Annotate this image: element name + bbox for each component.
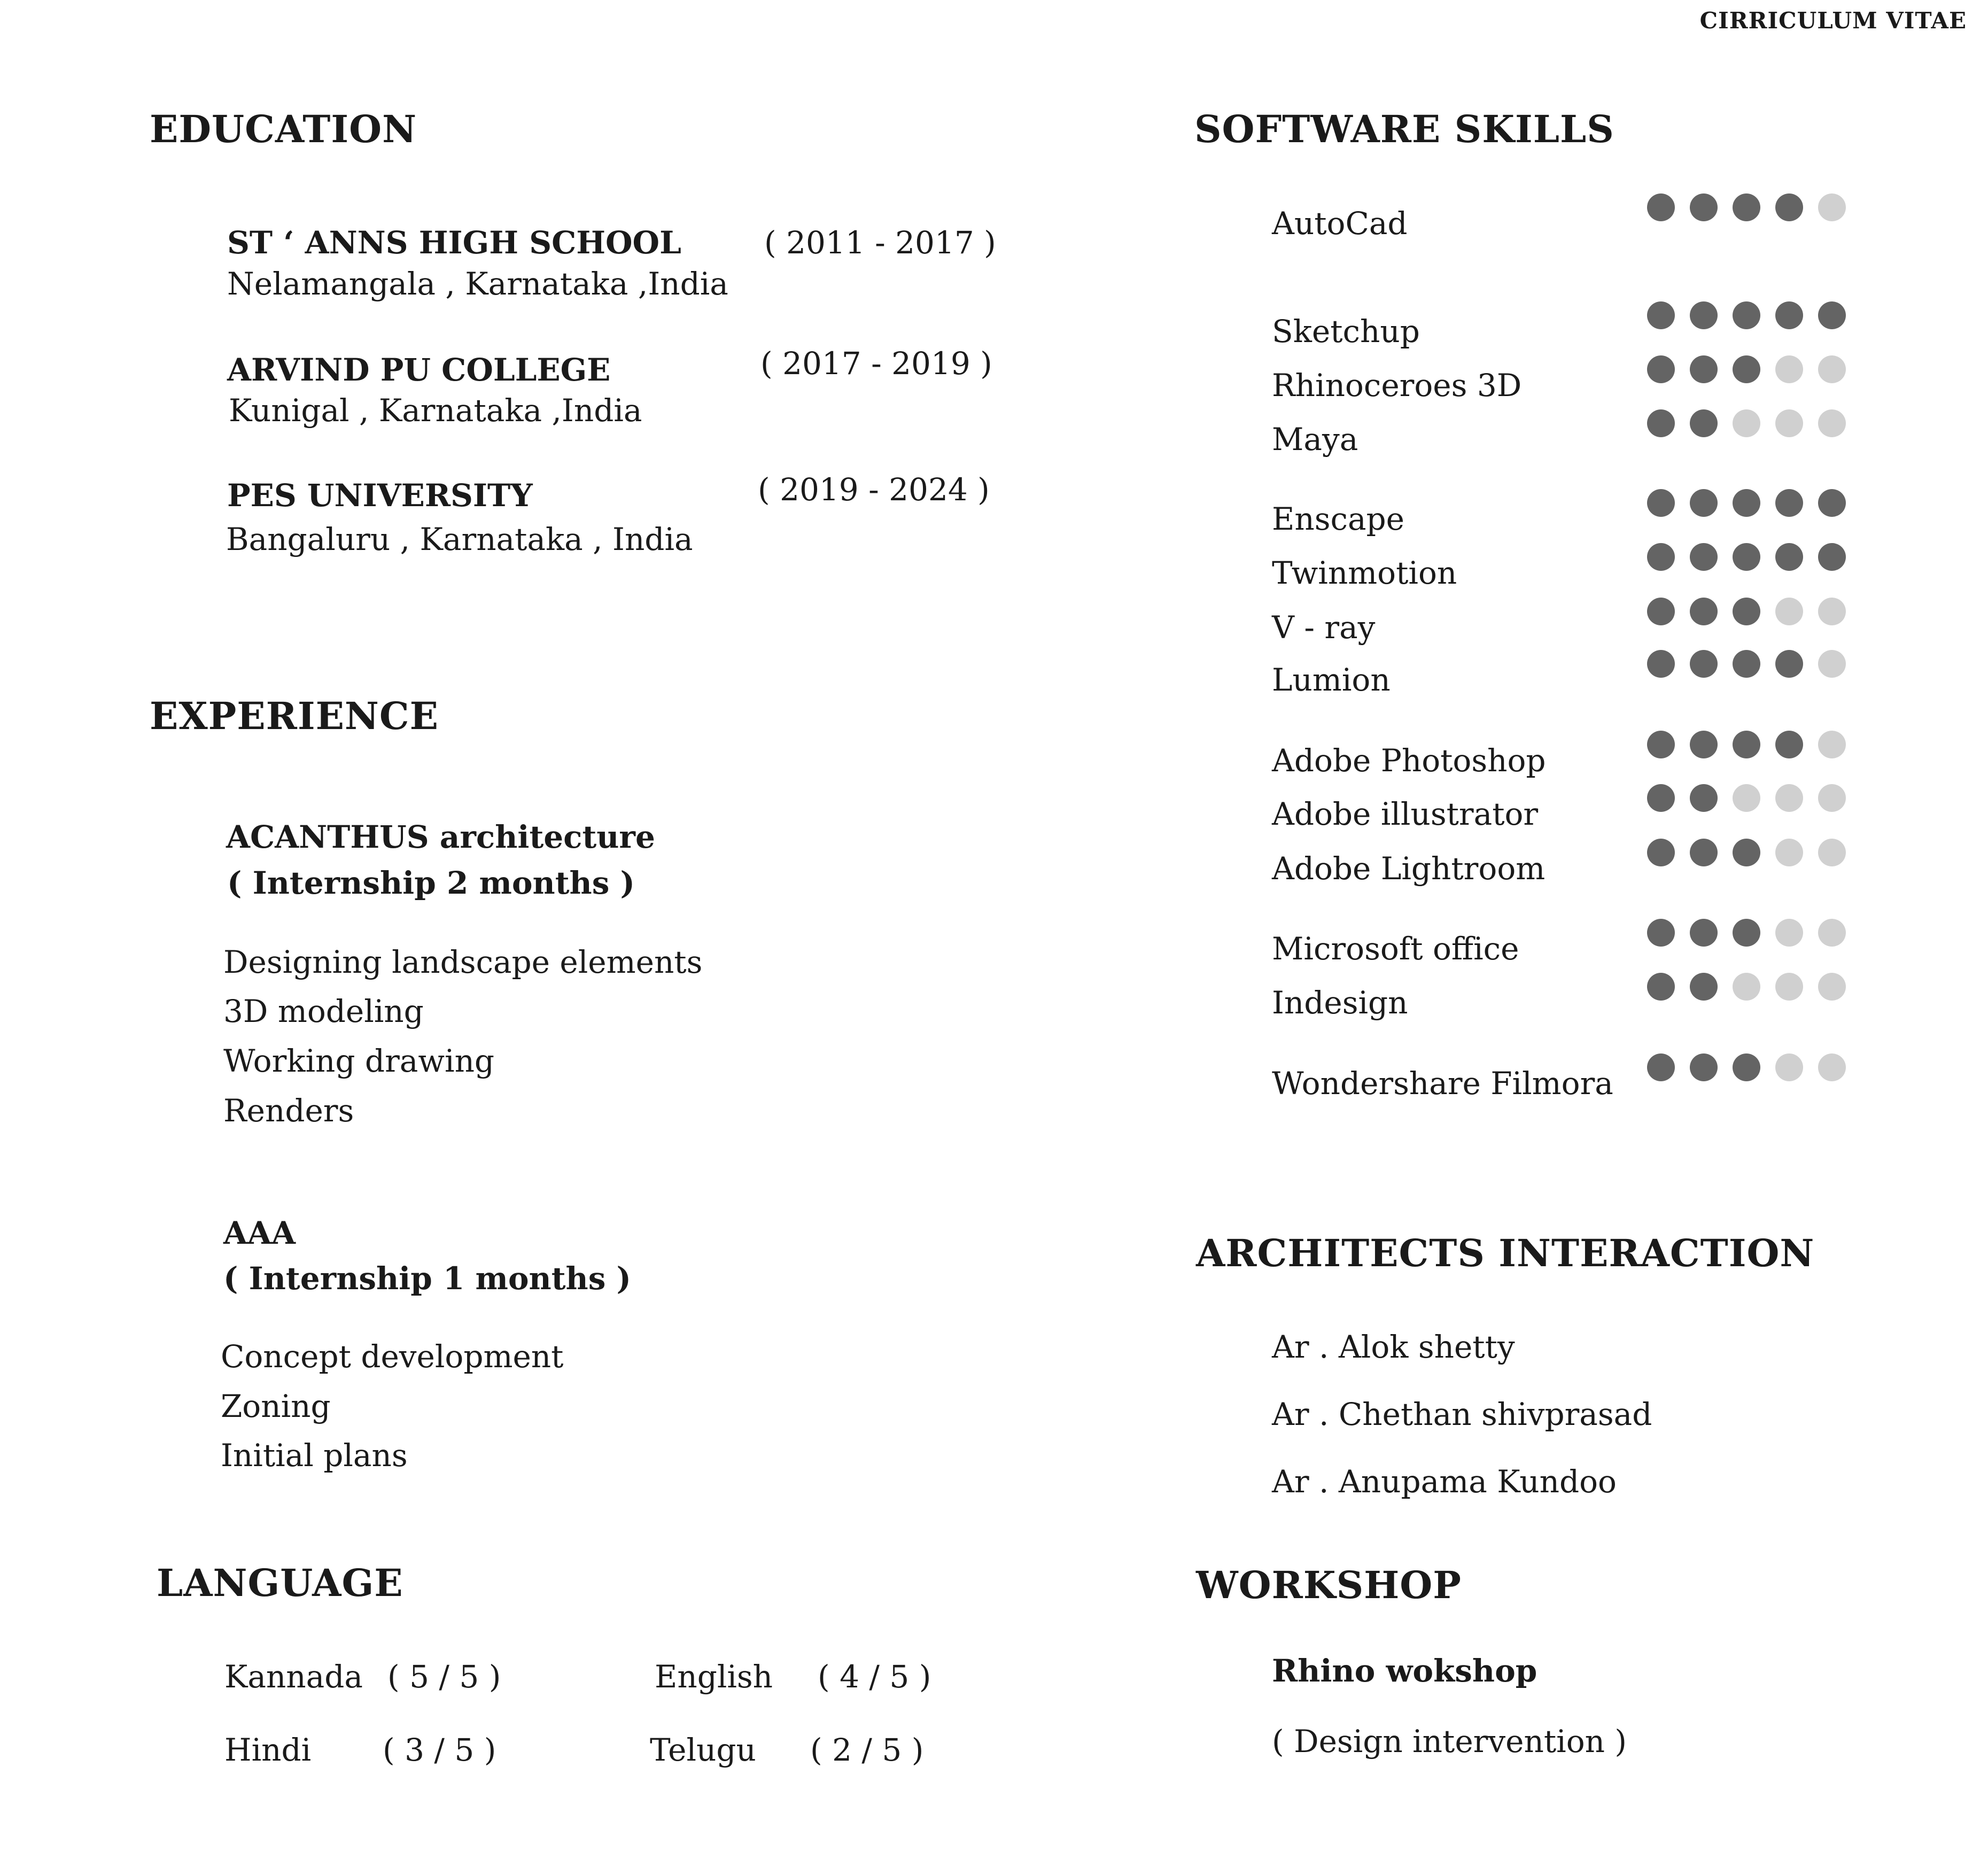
- rating-dot-empty: [1818, 598, 1846, 625]
- rating-dot-empty: [1775, 409, 1803, 437]
- rating-dot-filled: [1733, 650, 1760, 678]
- software-skill-name: Adobe Photoshop: [1272, 742, 1546, 779]
- software-skill-name: Wondershare Filmora: [1272, 1065, 1613, 1102]
- education-location: Kunigal , Karnataka ,India: [229, 392, 642, 429]
- rating-dot-filled: [1690, 193, 1718, 221]
- software-skill-name: Adobe Lightroom: [1272, 850, 1546, 887]
- rating-dot-filled: [1690, 409, 1718, 437]
- rating-dot-empty: [1818, 973, 1846, 1001]
- skill-rating-dots: [1647, 598, 1846, 625]
- experience-task: Working drawing: [223, 1043, 495, 1079]
- rating-dot-filled: [1647, 839, 1675, 866]
- rating-dot-empty: [1775, 839, 1803, 866]
- rating-dot-empty: [1775, 784, 1803, 812]
- rating-dot-filled: [1690, 355, 1718, 383]
- language-rating: ( 4 / 5 ): [818, 1659, 931, 1695]
- education-location: Bangaluru , Karnataka , India: [226, 521, 693, 557]
- rating-dot-filled: [1690, 1053, 1718, 1081]
- rating-dot-empty: [1818, 409, 1846, 437]
- rating-dot-empty: [1775, 1053, 1803, 1081]
- software-skill-name: Indesign: [1272, 985, 1408, 1021]
- rating-dot-filled: [1647, 1053, 1675, 1081]
- rating-dot-filled: [1690, 731, 1718, 758]
- document-title: CIRRICULUM VITAE: [1699, 7, 1967, 34]
- experience-task: Concept development: [221, 1338, 564, 1375]
- skill-rating-dots: [1647, 489, 1846, 517]
- rating-dot-filled: [1690, 839, 1718, 866]
- rating-dot-empty: [1818, 193, 1846, 221]
- rating-dot-filled: [1690, 489, 1718, 517]
- rating-dot-filled: [1818, 301, 1846, 329]
- rating-dot-filled: [1818, 489, 1846, 517]
- rating-dot-filled: [1690, 973, 1718, 1001]
- rating-dot-empty: [1775, 919, 1803, 947]
- skill-rating-dots: [1647, 543, 1846, 571]
- rating-dot-filled: [1733, 301, 1760, 329]
- rating-dot-empty: [1775, 355, 1803, 383]
- rating-dot-filled: [1733, 355, 1760, 383]
- rating-dot-empty: [1818, 839, 1846, 866]
- workshop-subtitle: ( Design intervention ): [1272, 1723, 1627, 1760]
- skill-rating-dots: [1647, 301, 1846, 329]
- rating-dot-filled: [1733, 919, 1760, 947]
- rating-dot-filled: [1775, 543, 1803, 571]
- language-rating: ( 2 / 5 ): [810, 1732, 924, 1768]
- rating-dot-filled: [1690, 919, 1718, 947]
- rating-dot-filled: [1647, 355, 1675, 383]
- rating-dot-empty: [1818, 919, 1846, 947]
- experience-duration: ( Internship 1 months ): [223, 1260, 631, 1297]
- rating-dot-filled: [1647, 543, 1675, 571]
- rating-dot-filled: [1733, 193, 1760, 221]
- rating-dot-empty: [1733, 409, 1760, 437]
- software-skill-name: Microsoft office: [1272, 931, 1519, 967]
- workshop-heading: WORKSHOP: [1196, 1563, 1462, 1607]
- rating-dot-filled: [1818, 543, 1846, 571]
- software-heading: SOFTWARE SKILLS: [1194, 107, 1614, 151]
- experience-task: Initial plans: [221, 1437, 408, 1474]
- software-skill-name: Enscape: [1272, 501, 1404, 537]
- language-name: Telugu: [650, 1732, 756, 1768]
- rating-dot-filled: [1647, 650, 1675, 678]
- rating-dot-filled: [1690, 543, 1718, 571]
- rating-dot-filled: [1733, 731, 1760, 758]
- software-skill-name: Twinmotion: [1272, 555, 1457, 591]
- software-skill-name: Lumion: [1272, 662, 1391, 698]
- rating-dot-filled: [1733, 489, 1760, 517]
- education-school: ARVIND PU COLLEGE: [227, 352, 611, 388]
- software-skill-name: Adobe illustrator: [1272, 796, 1539, 832]
- rating-dot-filled: [1775, 650, 1803, 678]
- skill-rating-dots: [1647, 973, 1846, 1001]
- language-name: Hindi: [224, 1732, 312, 1768]
- skill-rating-dots: [1647, 784, 1846, 812]
- workshop-title: Rhino wokshop: [1272, 1653, 1537, 1689]
- rating-dot-filled: [1775, 731, 1803, 758]
- rating-dot-filled: [1647, 598, 1675, 625]
- software-skill-name: Rhinoceroes 3D: [1272, 367, 1522, 404]
- rating-dot-empty: [1818, 1053, 1846, 1081]
- rating-dot-filled: [1775, 489, 1803, 517]
- experience-company: AAA: [223, 1215, 296, 1251]
- rating-dot-filled: [1647, 301, 1675, 329]
- education-school: PES UNIVERSITY: [227, 477, 533, 514]
- experience-task: Designing landscape elements: [223, 944, 703, 980]
- skill-rating-dots: [1647, 919, 1846, 947]
- experience-duration: ( Internship 2 months ): [227, 865, 635, 901]
- education-location: Nelamangala , Karnataka ,India: [227, 266, 728, 302]
- rating-dot-filled: [1690, 650, 1718, 678]
- language-heading: LANGUAGE: [157, 1561, 403, 1605]
- rating-dot-empty: [1775, 973, 1803, 1001]
- rating-dot-empty: [1733, 973, 1760, 1001]
- rating-dot-filled: [1733, 839, 1760, 866]
- skill-rating-dots: [1647, 1053, 1846, 1081]
- language-rating: ( 5 / 5 ): [387, 1659, 501, 1695]
- experience-task: 3D modeling: [223, 993, 424, 1029]
- skill-rating-dots: [1647, 650, 1846, 678]
- rating-dot-filled: [1733, 543, 1760, 571]
- rating-dot-filled: [1647, 784, 1675, 812]
- education-school: ST ‘ ANNS HIGH SCHOOL: [227, 224, 681, 261]
- rating-dot-filled: [1647, 731, 1675, 758]
- education-years: ( 2019 - 2024 ): [758, 471, 990, 508]
- rating-dot-filled: [1647, 973, 1675, 1001]
- software-skill-name: V - ray: [1272, 609, 1376, 646]
- rating-dot-filled: [1647, 489, 1675, 517]
- architect-name: Ar . Alok shetty: [1272, 1329, 1515, 1365]
- rating-dot-filled: [1733, 1053, 1760, 1081]
- rating-dot-filled: [1647, 919, 1675, 947]
- software-skill-name: AutoCad: [1272, 205, 1408, 242]
- rating-dot-empty: [1818, 784, 1846, 812]
- experience-task: Zoning: [221, 1388, 331, 1424]
- experience-company: ACANTHUS architecture: [226, 819, 655, 855]
- education-years: ( 2017 - 2019 ): [760, 345, 992, 382]
- experience-task: Renders: [223, 1093, 354, 1129]
- rating-dot-filled: [1733, 598, 1760, 625]
- education-heading: EDUCATION: [150, 107, 417, 151]
- architect-name: Ar . Chethan shivprasad: [1272, 1396, 1652, 1432]
- education-years: ( 2011 - 2017 ): [764, 224, 996, 261]
- skill-rating-dots: [1647, 193, 1846, 221]
- rating-dot-filled: [1690, 598, 1718, 625]
- language-name: English: [655, 1659, 773, 1695]
- language-name: Kannada: [224, 1659, 363, 1695]
- rating-dot-filled: [1775, 193, 1803, 221]
- rating-dot-filled: [1775, 301, 1803, 329]
- rating-dot-empty: [1775, 598, 1803, 625]
- skill-rating-dots: [1647, 409, 1846, 437]
- architects-heading: ARCHITECTS INTERACTION: [1196, 1231, 1815, 1275]
- rating-dot-empty: [1818, 731, 1846, 758]
- architect-name: Ar . Anupama Kundoo: [1272, 1463, 1617, 1500]
- rating-dot-filled: [1647, 409, 1675, 437]
- experience-heading: EXPERIENCE: [150, 694, 439, 738]
- skill-rating-dots: [1647, 355, 1846, 383]
- rating-dot-empty: [1818, 650, 1846, 678]
- software-skill-name: Maya: [1272, 421, 1358, 458]
- rating-dot-filled: [1690, 784, 1718, 812]
- skill-rating-dots: [1647, 839, 1846, 866]
- skill-rating-dots: [1647, 731, 1846, 758]
- rating-dot-filled: [1690, 301, 1718, 329]
- rating-dot-filled: [1647, 193, 1675, 221]
- rating-dot-empty: [1733, 784, 1760, 812]
- rating-dot-empty: [1818, 355, 1846, 383]
- language-rating: ( 3 / 5 ): [383, 1732, 496, 1768]
- software-skill-name: Sketchup: [1272, 313, 1420, 350]
